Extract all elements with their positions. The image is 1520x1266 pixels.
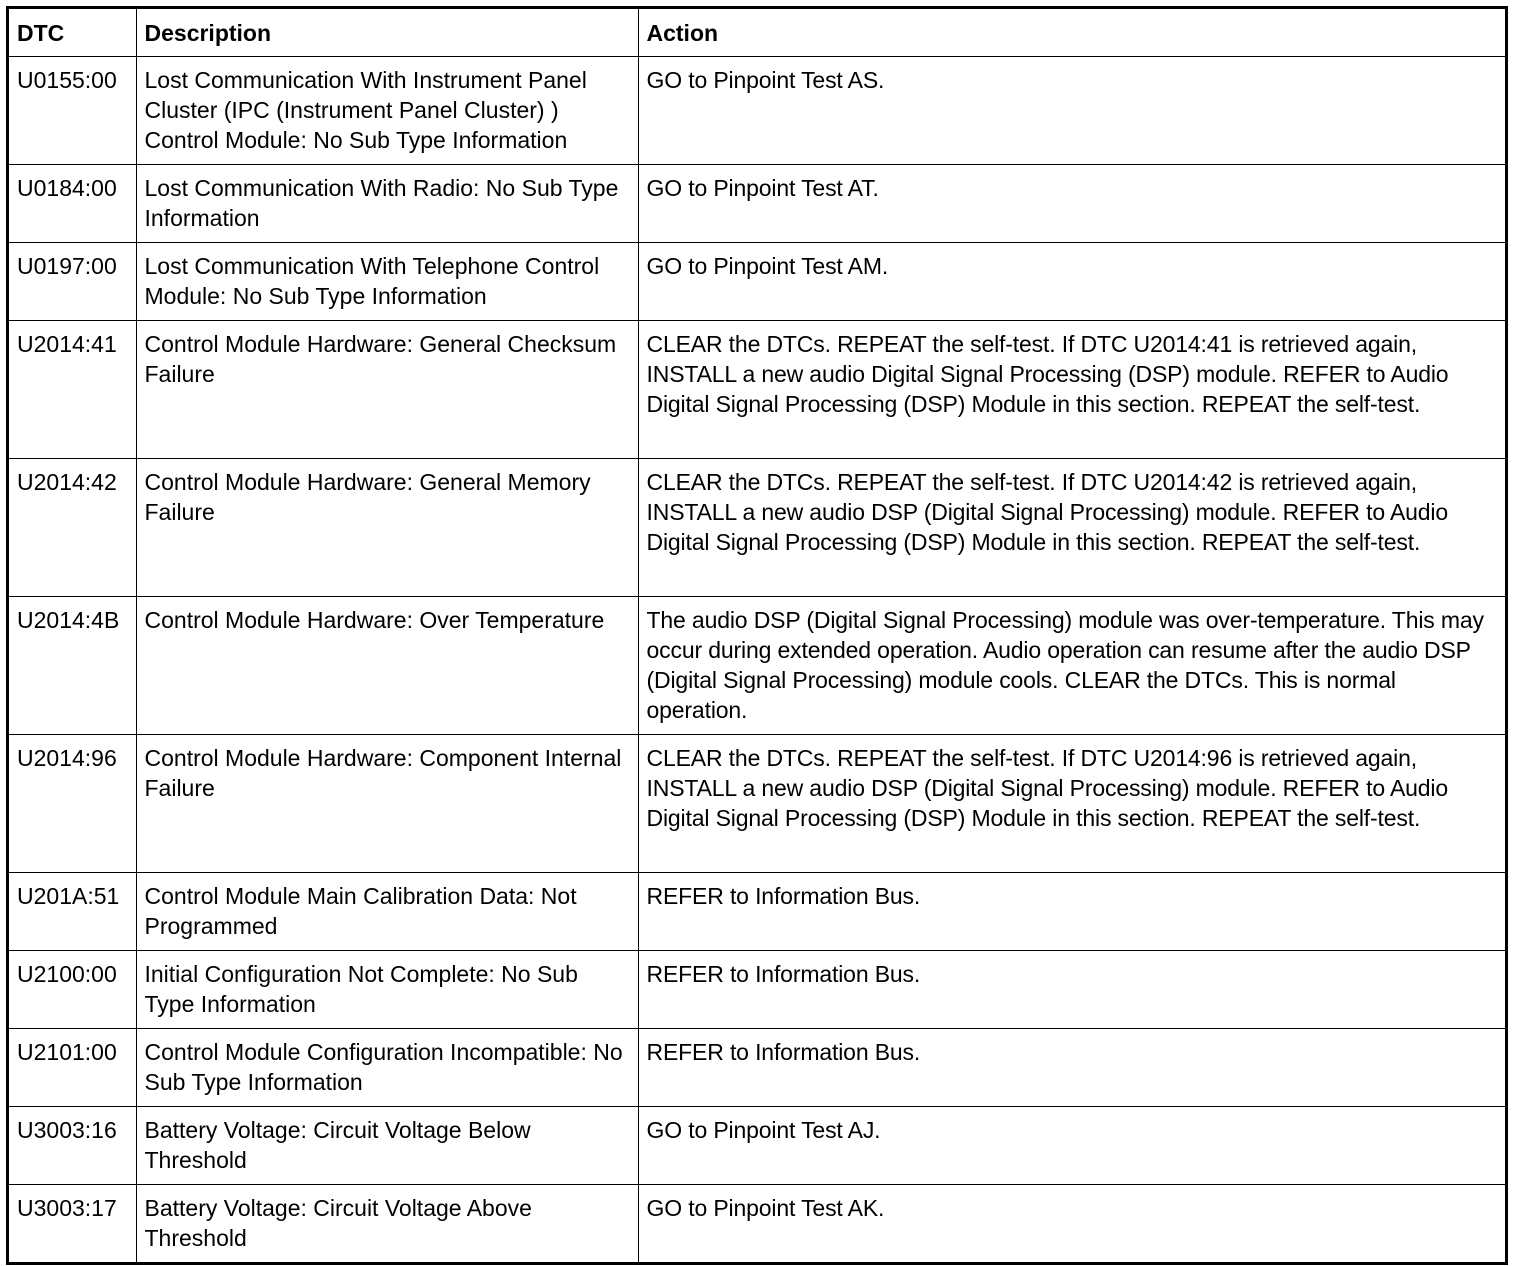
table-row <box>9 950 1505 1028</box>
dtc-table-frame <box>6 6 1508 1265</box>
dtc-code: U2014:96 <box>9 734 136 872</box>
dtc-code: U3003:17 <box>9 1184 136 1262</box>
header-action: Action <box>638 9 1505 56</box>
dtc-description: Control Module Hardware: Component Internal Failure <box>136 734 638 872</box>
table-row <box>9 734 1505 872</box>
table-row <box>9 164 1505 242</box>
table-row <box>9 1028 1505 1106</box>
table-header-row <box>9 9 1505 56</box>
dtc-code: U0184:00 <box>9 164 136 242</box>
dtc-code: U2014:4B <box>9 596 136 734</box>
dtc-code: U2014:41 <box>9 320 136 458</box>
dtc-code: U201A:51 <box>9 872 136 950</box>
dtc-action: REFER to Information Bus. <box>638 872 1505 950</box>
dtc-code: U2101:00 <box>9 1028 136 1106</box>
dtc-action: CLEAR the DTCs. REPEAT the self-test. If DTC U2014:42 is retrieved again, INSTALL a new audio DSP (Digital Signal Processing) module. REFER to Audio Digital Signal Processing (DSP) Module in this section. REPEAT the self-test. <box>638 458 1505 596</box>
dtc-description: Lost Communication With Instrument Panel Cluster (IPC (Instrument Panel Cluster) ) Control Module: No Sub Type Information <box>136 56 638 164</box>
table-row <box>9 872 1505 950</box>
dtc-code: U2014:42 <box>9 458 136 596</box>
table-row <box>9 320 1505 458</box>
dtc-action: GO to Pinpoint Test AJ. <box>638 1106 1505 1184</box>
table-row <box>9 1184 1505 1262</box>
table-row <box>9 1106 1505 1184</box>
dtc-action: GO to Pinpoint Test AK. <box>638 1184 1505 1262</box>
dtc-action: REFER to Information Bus. <box>638 950 1505 1028</box>
dtc-action: GO to Pinpoint Test AM. <box>638 242 1505 320</box>
dtc-action: GO to Pinpoint Test AT. <box>638 164 1505 242</box>
dtc-description: Battery Voltage: Circuit Voltage Above Threshold <box>136 1184 638 1262</box>
dtc-code: U2100:00 <box>9 950 136 1028</box>
dtc-description: Lost Communication With Radio: No Sub Type Information <box>136 164 638 242</box>
dtc-description: Initial Configuration Not Complete: No Sub Type Information <box>136 950 638 1028</box>
dtc-code: U0197:00 <box>9 242 136 320</box>
dtc-code: U3003:16 <box>9 1106 136 1184</box>
dtc-action: REFER to Information Bus. <box>638 1028 1505 1106</box>
dtc-action: CLEAR the DTCs. REPEAT the self-test. If DTC U2014:96 is retrieved again, INSTALL a new audio DSP (Digital Signal Processing) module. REFER to Audio Digital Signal Processing (DSP) Module in this section. REPEAT the self-test. <box>638 734 1505 872</box>
dtc-code: U0155:00 <box>9 56 136 164</box>
table-row <box>9 596 1505 734</box>
table-row <box>9 56 1505 164</box>
dtc-action: CLEAR the DTCs. REPEAT the self-test. If DTC U2014:41 is retrieved again, INSTALL a new audio Digital Signal Processing (DSP) module. REFER to Audio Digital Signal Processing (DSP) Module in this section. REPEAT the self-test. <box>638 320 1505 458</box>
dtc-description: Control Module Hardware: General Checksum Failure <box>136 320 638 458</box>
header-description: Description <box>136 9 638 56</box>
dtc-description: Control Module Configuration Incompatible: No Sub Type Information <box>136 1028 638 1106</box>
dtc-description: Lost Communication With Telephone Control Module: No Sub Type Information <box>136 242 638 320</box>
table-row <box>9 242 1505 320</box>
dtc-action: The audio DSP (Digital Signal Processing) module was over-temperature. This may occur during extended operation. Audio operation can resume after the audio DSP (Digital Signal Processing) module cools. CLEAR the DTCs. This is normal operation. <box>638 596 1505 734</box>
table-row <box>9 458 1505 596</box>
dtc-action: GO to Pinpoint Test AS. <box>638 56 1505 164</box>
dtc-description: Control Module Main Calibration Data: Not Programmed <box>136 872 638 950</box>
dtc-description: Control Module Hardware: Over Temperature <box>136 596 638 734</box>
dtc-description: Control Module Hardware: General Memory Failure <box>136 458 638 596</box>
dtc-table <box>9 9 1505 1262</box>
header-dtc: DTC <box>9 9 136 56</box>
dtc-description: Battery Voltage: Circuit Voltage Below Threshold <box>136 1106 638 1184</box>
